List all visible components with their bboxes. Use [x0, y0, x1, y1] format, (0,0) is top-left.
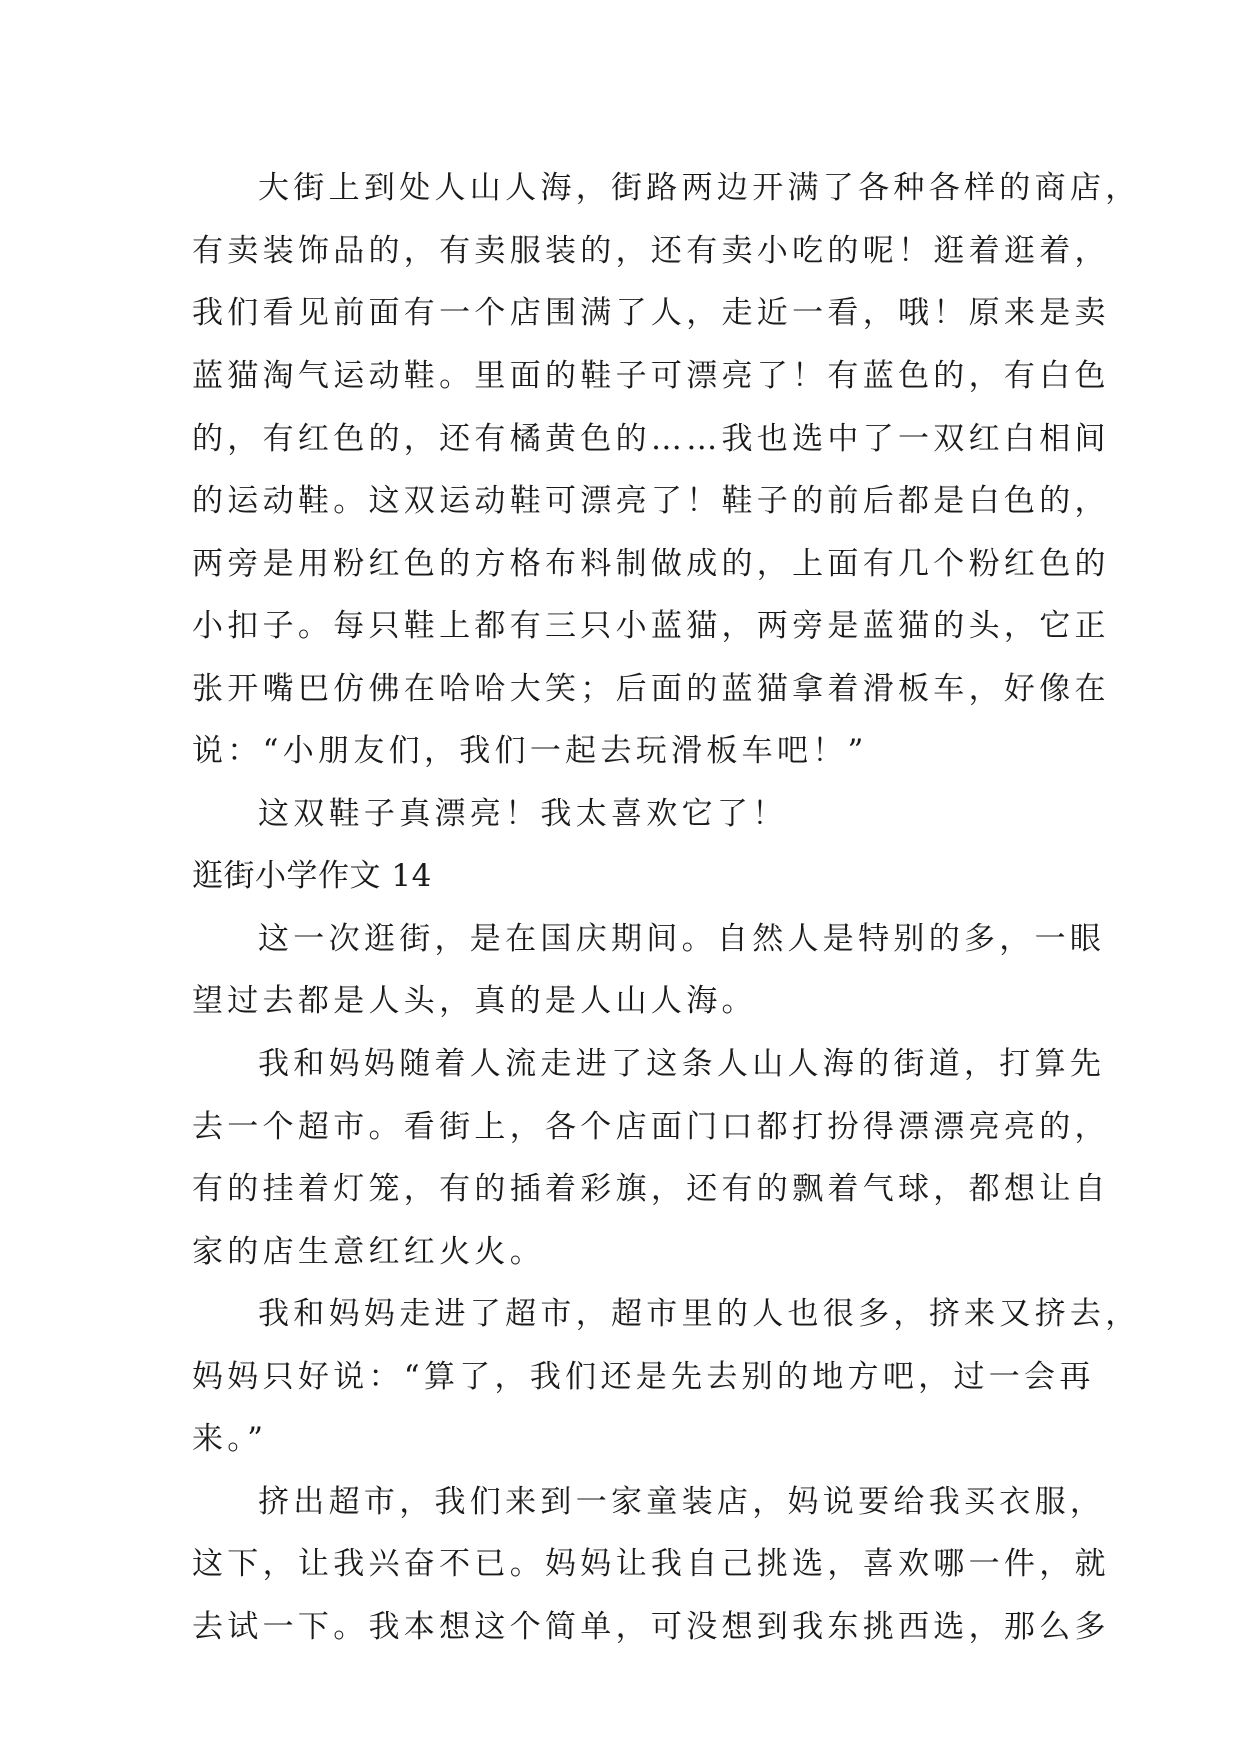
paragraph-line: 这下，让我兴奋不已。妈妈让我自己挑选，喜欢哪一件，就	[192, 1546, 1110, 1582]
paragraph-line: 来。”	[192, 1421, 268, 1457]
paragraph-line: 小扣子。每只鞋上都有三只小蓝猫，两旁是蓝猫的头，它正	[192, 608, 1110, 644]
paragraph-line: 去试一下。我本想这个简单，可没想到我东挑西选，那么多	[192, 1609, 1110, 1645]
paragraph-line: 的运动鞋。这双运动鞋可漂亮了！鞋子的前后都是白色的，	[192, 483, 1110, 519]
paragraph-line: 我和妈妈走进了超市，超市里的人也很多，挤来又挤去，	[258, 1296, 1141, 1332]
paragraph-line: 有卖装饰品的，有卖服装的，还有卖小吃的呢！逛着逛着，	[192, 233, 1110, 269]
paragraph-line: 望过去都是人头，真的是人山人海。	[192, 983, 757, 1019]
paragraph-line: 妈妈只好说：“算了，我们还是先去别的地方吧，过一会再	[192, 1359, 1095, 1395]
paragraph-line: 两旁是用粉红色的方格布料制做成的，上面有几个粉红色的	[192, 546, 1110, 582]
paragraph-line: 这双鞋子真漂亮！我太喜欢它了！	[258, 796, 788, 832]
paragraph-line: 这一次逛街，是在国庆期间。自然人是特别的多，一眼	[258, 921, 1106, 957]
paragraph-line: 的，有红色的，还有橘黄色的……我也选中了一双红白相间	[192, 421, 1110, 457]
paragraph-line: 有的挂着灯笼，有的插着彩旗，还有的飘着气球，都想让自	[192, 1171, 1110, 1207]
paragraph-line: 说：“小朋友们，我们一起去玩滑板车吧！”	[192, 733, 868, 769]
paragraph-line: 大街上到处人山人海，街路两边开满了各种各样的商店，	[258, 170, 1141, 206]
paragraph-line: 我们看见前面有一个店围满了人，走近一看，哦！原来是卖	[192, 295, 1110, 331]
paragraph-line: 张开嘴巴仿佛在哈哈大笑；后面的蓝猫拿着滑板车，好像在	[192, 671, 1110, 707]
paragraph-line: 蓝猫淘气运动鞋。里面的鞋子可漂亮了！有蓝色的，有白色	[192, 358, 1110, 394]
section-title: 逛街小学作文 14	[192, 858, 432, 894]
paragraph-line: 挤出超市，我们来到一家童装店，妈说要给我买衣服，	[258, 1484, 1106, 1520]
paragraph-line: 家的店生意红红火火。	[192, 1234, 545, 1270]
paragraph-line: 我和妈妈随着人流走进了这条人山人海的街道，打算先	[258, 1046, 1106, 1082]
paragraph-line: 去一个超市。看街上，各个店面门口都打扮得漂漂亮亮的，	[192, 1109, 1110, 1145]
